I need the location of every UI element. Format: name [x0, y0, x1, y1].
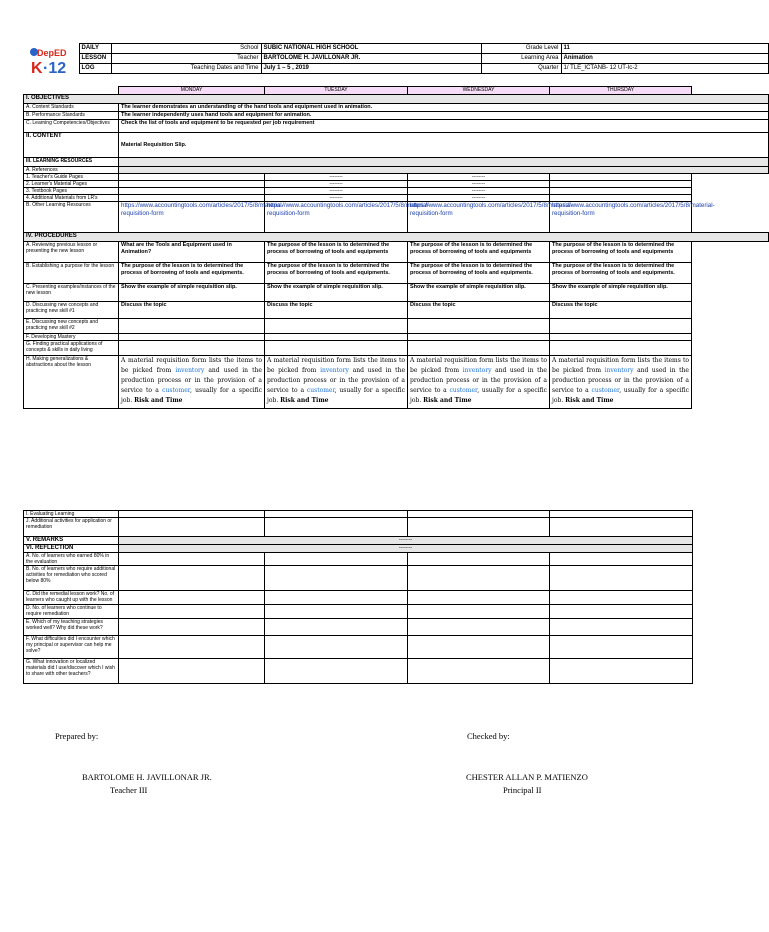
resources-heading: III. LEARNING RESOURCES [24, 158, 119, 167]
inventory-link[interactable]: inventory [604, 367, 634, 374]
performance-standards-label: B. Performance Standards [24, 112, 119, 120]
quarter-label: Quarter [481, 64, 561, 74]
references-fill [119, 167, 769, 174]
procedure-b-tuesday: The purpose of the lesson is to determined the process of borrowing of tools and equipments. [265, 263, 408, 284]
area-value: Animation [561, 54, 768, 64]
teachers-guide-label: 1. Teacher's Guide Pages [24, 174, 119, 181]
evaluating-learning-label: I. Evaluating Learning [24, 511, 119, 518]
title-log: LOG [79, 64, 111, 74]
svg-text:·12: ·12 [43, 60, 67, 77]
procedure-a-wednesday: The purpose of the lesson is to determined the process of borrowing of tools and equipments [408, 242, 550, 263]
teacher-name: BARTOLOME H. JAVILLONAR JR. [82, 772, 212, 782]
reflection-g-label: G. What innovation or localized materials did I use/discover which I wish to share with other teachers? [24, 659, 119, 684]
area-label: Learning Area [481, 54, 561, 64]
procedure-c-tuesday: Show the example of simple requisition slip. [265, 284, 408, 302]
procedure-c-thursday: Show the example of simple requisition slip. [550, 284, 692, 302]
reflection-value: -------- [119, 545, 693, 553]
principal-title: Principal II [503, 785, 542, 795]
grade-value: 11 [561, 44, 768, 54]
am-tue: -------- [265, 195, 408, 202]
lm-wed: -------- [408, 181, 550, 188]
am-wed: -------- [408, 195, 550, 202]
competencies-label: C. Learning Competencies/Objectives [24, 120, 119, 133]
svg-text:K: K [31, 60, 43, 77]
competencies-value: Check the list of tools and equipment to be requested per job requirement [119, 120, 769, 133]
content-heading: II. CONTENT [24, 133, 119, 158]
performance-standards-value: The learner independently uses hand tools and equipment for animation. [119, 112, 769, 120]
procedure-h-label: H. Making generalizations & abstractions about the lesson [24, 356, 119, 409]
reflection-e-label: E. Which of my teaching strategies worked well? Why did these work? [24, 619, 119, 636]
procedure-a-monday: What are the Tools and Equipment used in Animation? [119, 242, 265, 263]
generalization-wednesday: A material requisition form lists the items to be picked from inventory and used in the production process or in the provision of a service to a customer, usually for a specific job. Risk and Time [408, 356, 550, 409]
reflection-c-label: C. Did the remedial lesson work? No. of learners who caught up with the lesson [24, 591, 119, 605]
customer-link[interactable]: customer [162, 387, 190, 394]
procedure-e-label: E. Discussing new concepts and practicing new skill #2 [24, 319, 119, 334]
header-table [23, 43, 769, 74]
day-tuesday: TUESDAY [265, 87, 408, 95]
content-standards-label: A. Content Standards [24, 104, 119, 112]
quarter-value: 1/ TLE_ICTANB- 12 UT-Ic-2 [561, 64, 768, 74]
additional-activities-label: J. Additional activities for application or remediation [24, 518, 119, 537]
tb-tue: -------- [265, 188, 408, 195]
dates-label: Teaching Dates and Time [111, 64, 261, 74]
procedure-b-wednesday: The purpose of the lesson is to determined the process of borrowing of tools and equipments. [408, 263, 550, 284]
remarks-value: -------- [119, 537, 693, 545]
resource-link-thursday[interactable]: https://www.accountingtools.com/articles/2017/5/8/material-requisition-form [550, 202, 692, 233]
school-value: SUBIC NATIONAL HIGH SCHOOL [261, 44, 481, 54]
references-label: A. References [24, 167, 119, 174]
prepared-by-label: Prepared by: [55, 731, 99, 741]
learners-material-label: 2. Learner's Material Pages [24, 181, 119, 188]
customer-link[interactable]: customer [591, 387, 620, 394]
procedure-g-label: G. Finding practical applications of concepts & skills in daily living [24, 341, 119, 356]
inventory-link[interactable]: inventory [175, 367, 205, 374]
additional-materials-label: 4. Additional Materials from LR's [24, 195, 119, 202]
other-resources-label: B. Other Learning Resources [24, 202, 119, 233]
procedure-b-thursday: The purpose of the lesson is to determined the process of borrowing of tools and equipments. [550, 263, 692, 284]
grade-label: Grade Level [481, 44, 561, 54]
reflection-b-label: B. No. of learners who require additional activities for remediation who scored below 80% [24, 566, 119, 591]
customer-link[interactable]: customer [306, 387, 335, 394]
procedure-f-label: F. Developing Mastery [24, 334, 119, 341]
procedure-b-monday: The purpose of the lesson is to determined the process of borrowing of tools and equipments. [119, 263, 265, 284]
resource-link-wednesday[interactable]: https://www.accountingtools.com/articles/2017/5/8/material-requisition-form [408, 202, 550, 233]
resource-link-tuesday[interactable]: https://www.accountingtools.com/articles/2017/5/8/material-requisition-form [265, 202, 408, 233]
textbook-label: 3. Textbook Pages [24, 188, 119, 195]
resources-heading-fill [119, 158, 769, 167]
checked-by-label: Checked by: [467, 731, 510, 741]
procedure-a-label: A. Reviewing previous lesson or presenting the new lesson [24, 242, 119, 263]
dates-value: July 1 – 5 , 2019 [261, 64, 481, 74]
procedures-heading: IV. PROCEDURES [24, 233, 769, 242]
reflection-d-label: D. No. of learners who continue to require remediation [24, 605, 119, 619]
procedure-c-monday: Show the example of simple requisition slip. [119, 284, 265, 302]
lesson-log-table [23, 86, 769, 409]
procedure-d-monday: Discuss the topic [119, 302, 265, 319]
evaluation-reflection-table [23, 510, 693, 684]
procedure-d-thursday: Discuss the topic [550, 302, 692, 319]
day-wednesday: WEDNESDAY [408, 87, 550, 95]
reflection-a-label: A. No. of learners who earned 80% in the evaluation [24, 553, 119, 566]
inventory-link[interactable]: inventory [320, 367, 349, 374]
procedure-d-wednesday: Discuss the topic [408, 302, 550, 319]
procedure-d-label: D. Discussing new concepts and practicing new skill #1 [24, 302, 119, 319]
teacher-label: Teacher [111, 54, 261, 64]
remarks-heading: V. REMARKS [24, 537, 119, 545]
logo-cell [23, 44, 79, 74]
procedure-a-tuesday: The purpose of the lesson is to determined the process of borrowing of tools and equipments [265, 242, 408, 263]
procedure-a-thursday: The purpose of the lesson is to determined the process of borrowing of tools and equipments [550, 242, 692, 263]
generalization-tuesday: A material requisition form lists the items to be picked from inventory and used in the production process or in the provision of a service to a customer, usually for a specific job. Risk and Time [265, 356, 408, 409]
customer-link[interactable]: customer [449, 387, 478, 394]
procedure-c-label: C. Presenting examples/instances of the new lesson [24, 284, 119, 302]
school-label: School [111, 44, 261, 54]
principal-name: CHESTER ALLAN P. MATIENZO [466, 772, 588, 782]
teacher-title: Teacher III [110, 785, 148, 795]
reflection-heading: VI. REFLECTION [24, 545, 119, 553]
teacher-value: BARTOLOME H. JAVILLONAR JR. [261, 54, 481, 64]
generalization-thursday: A material requisition form lists the items to be picked from inventory and used in the production process or in the provision of a service to a customer, usually for a specific job. Risk and Time [550, 356, 692, 409]
day-monday: MONDAY [119, 87, 265, 95]
generalization-monday: A material requisition form lists the items to be picked from inventory and used in the production process or in the provision of a service to a customer, usually for a specific job. Risk and Time [119, 356, 265, 409]
day-thursday: THURSDAY [550, 87, 692, 95]
procedure-b-label: B. Establishing a purpose for the lesson [24, 263, 119, 284]
title-lesson: LESSON [79, 54, 111, 64]
tb-wed: -------- [408, 188, 550, 195]
content-standards-value: The learner demonstrates an understanding of the hand tools and equipment used in animation. [119, 104, 769, 112]
tg-tue: -------- [265, 174, 408, 181]
lm-tue: -------- [265, 181, 408, 188]
title-daily: DAILY [79, 44, 111, 54]
objectives-heading: I. OBJECTIVES [24, 95, 769, 104]
svg-text:DepED: DepED [37, 48, 67, 58]
resource-link-monday[interactable]: https://www.accountingtools.com/articles/2017/5/8/material-requisition-form [119, 202, 265, 233]
reflection-f-label: F. What difficulties did I encounter which my principal or supervisor can help me solve? [24, 636, 119, 659]
procedure-c-wednesday: Show the example of simple requisition slip. [408, 284, 550, 302]
inventory-link[interactable]: inventory [462, 367, 492, 374]
tg-wed: -------- [408, 174, 550, 181]
content-value: Material Requisition Slip. [119, 133, 769, 158]
procedure-d-tuesday: Discuss the topic [265, 302, 408, 319]
